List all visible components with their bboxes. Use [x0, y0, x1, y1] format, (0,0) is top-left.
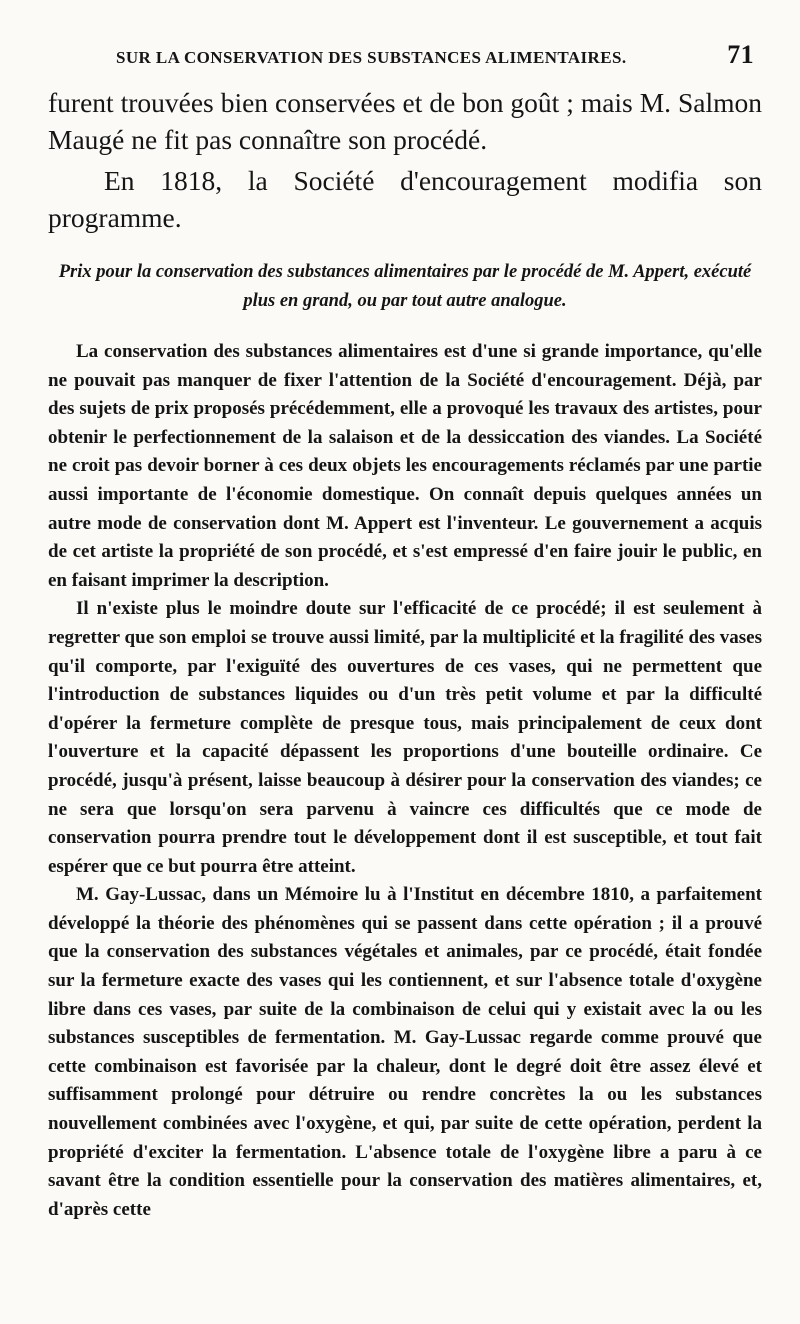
- body-paragraph-2: Il n'existe plus le moindre doute sur l'efficacité de ce procédé; il est seulement à regretter que son emploi se trouve aussi limité, par la multiplicité et la fragilité des vases qu'il comporte, par l'exiguïté des ouvertures de ces vases, qui ne permettent que l'introduction de substances liquides ou d'un très petit volume et par la difficulté d'opérer la fermeture complète de presque tous, mais principalement de ceux dont l'ouverture et la capacité dépassent les proportions d'une bouteille ordinaire. Ce procédé, jusqu'à présent, laisse beaucoup à désirer pour la conservation des viandes; ce ne sera que lorsqu'on sera parvenu à vaincre ces difficultés que ce mode de conservation pourra prendre tout le développement dont il est susceptible, et tout fait espérer que ce but pourra être atteint.: [48, 598, 762, 877]
- running-title: SUR LA CONSERVATION DES SUBSTANCES ALIMENTAIRES.: [116, 48, 627, 67]
- body-paragraph-3: M. Gay-Lussac, dans un Mémoire lu à l'Institut en décembre 1810, a parfaitement développé la théorie des phénomènes qui se passent dans cette opération ; il a prouvé que la conservation des substances végétales et animales, par ce procédé, était fondée sur la fermeture exacte des vases qui les contiennent, et sur l'absence totale d'oxygène libre dans ces vases, par suite de la combinaison de celui qui y existait avec la ou les substances susceptibles de fermentation. M. Gay-Lussac regarde comme prouvé que cette combinaison est favorisée par la chaleur, dont le degré doit être assez élevé et suffisamment prolongé pour détruire ou rendre concrètes la ou les substances nouvellement combinées avec l'oxygène, et qui, par suite de cette opération, perdent la propriété d'exciter la fermentation. L'absence totale de l'oxygène libre a paru à ce savant être la condition essentielle pour la conservation des matières alimentaires, et, d'après cette: [48, 884, 762, 1220]
- prize-heading: Prix pour la conservation des substances alimentaires par le procédé de M. Appert, exécuté plus en grand, ou par tout autre analogue.: [58, 262, 752, 311]
- lead-paragraph: furent trouvées bien conservées et de bon goût ; mais M. Salmon Maugé ne fit pas connaître son procédé.: [48, 87, 762, 155]
- page-number: 71: [727, 40, 754, 69]
- page-body: [48, 84, 762, 1224]
- body-paragraph-1: La conservation des substances alimentaires est d'une si grande importance, qu'elle ne pouvait pas manquer de fixer l'attention de la Société d'encouragement. Déjà, par des sujets de prix proposés précédemment, elle a provoqué les travaux des artistes, pour obtenir le perfectionnement de la salaison et de la dessiccation des viandes. La Société ne croit pas devoir borner à ces deux objets les encouragements réclamés par une partie aussi importante de l'économie domestique. On connaît depuis quelques années un autre mode de conservation dont M. Appert est l'inventeur. Le gouvernement a acquis de cet artiste la propriété de son procédé, et s'est empressé d'en faire jouir le public, en en faisant imprimer la description.: [48, 341, 762, 591]
- program-paragraph: En 1818, la Société d'encouragement modifia son programme.: [48, 165, 762, 233]
- running-head: [116, 40, 754, 74]
